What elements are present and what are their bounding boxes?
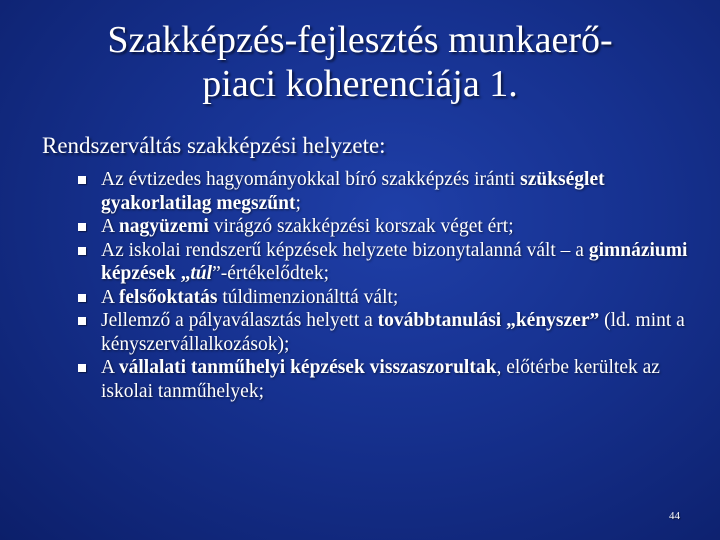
square-bullet-icon [78, 223, 86, 231]
square-bullet-icon [78, 176, 86, 184]
bullet-item [78, 215, 688, 239]
square-bullet-icon [78, 317, 86, 325]
bullet-item [78, 309, 688, 356]
bullet-bold-text: nagyüzemi [118, 216, 209, 237]
slide-title-line-2: piaci koherenciája 1. [202, 63, 518, 105]
slide-title-line-1: Szakképzés-fejlesztés munkaerő- [107, 19, 613, 61]
bullet-bold-text: felsőoktatás [118, 286, 218, 308]
bullet-bold-text: vállalati tanműhelyi képzések visszaszorultak [118, 357, 497, 378]
bullet-bold-text: továbbtanulási „kényszer” [377, 310, 600, 331]
bullet-text: túldimenzionálttá vált; [217, 286, 399, 308]
page-number: 44 [669, 510, 680, 522]
bullet-item [78, 239, 688, 286]
square-bullet-icon [78, 364, 86, 372]
bullet-item [78, 286, 688, 310]
bullet-text: virágzó szakképzési korszak véget ért; [208, 216, 514, 237]
bullet-bold-text: gimnáziumi képzések „ [101, 239, 688, 284]
bullet-item [78, 356, 688, 403]
bullet-text: (ld. mint a kényszervállalkozások); [101, 310, 685, 355]
section-subheading: Rendszerváltás szakképzési helyzete: [42, 133, 386, 158]
bullet-text: Jellemző a pályaválasztás helyett a [101, 310, 378, 331]
bullet-text: , előtérbe kerültek az iskolai tanműhelyek; [101, 357, 660, 402]
bullet-text: Az iskolai rendszerű képzések helyzete bizonytalanná vált – a [101, 239, 589, 261]
bullet-text: Az évtizedes hagyományokkal bíró szakképzés iránti [101, 169, 521, 190]
square-bullet-icon [78, 294, 86, 302]
bullet-item [78, 168, 688, 215]
bullet-bold-italic-text: túl [190, 263, 213, 284]
bullet-bold-text: szükséglet gyakorlatilag megszűnt [101, 169, 605, 214]
bullet-text: A [101, 357, 119, 378]
slide-title [0, 18, 720, 106]
bullet-text: ”-értékelődtek; [212, 263, 329, 284]
bullet-text: ; [295, 192, 301, 214]
square-bullet-icon [78, 247, 86, 255]
bullet-text: A [101, 216, 119, 237]
bullet-text: A [101, 286, 119, 308]
bullet-list [78, 168, 688, 403]
